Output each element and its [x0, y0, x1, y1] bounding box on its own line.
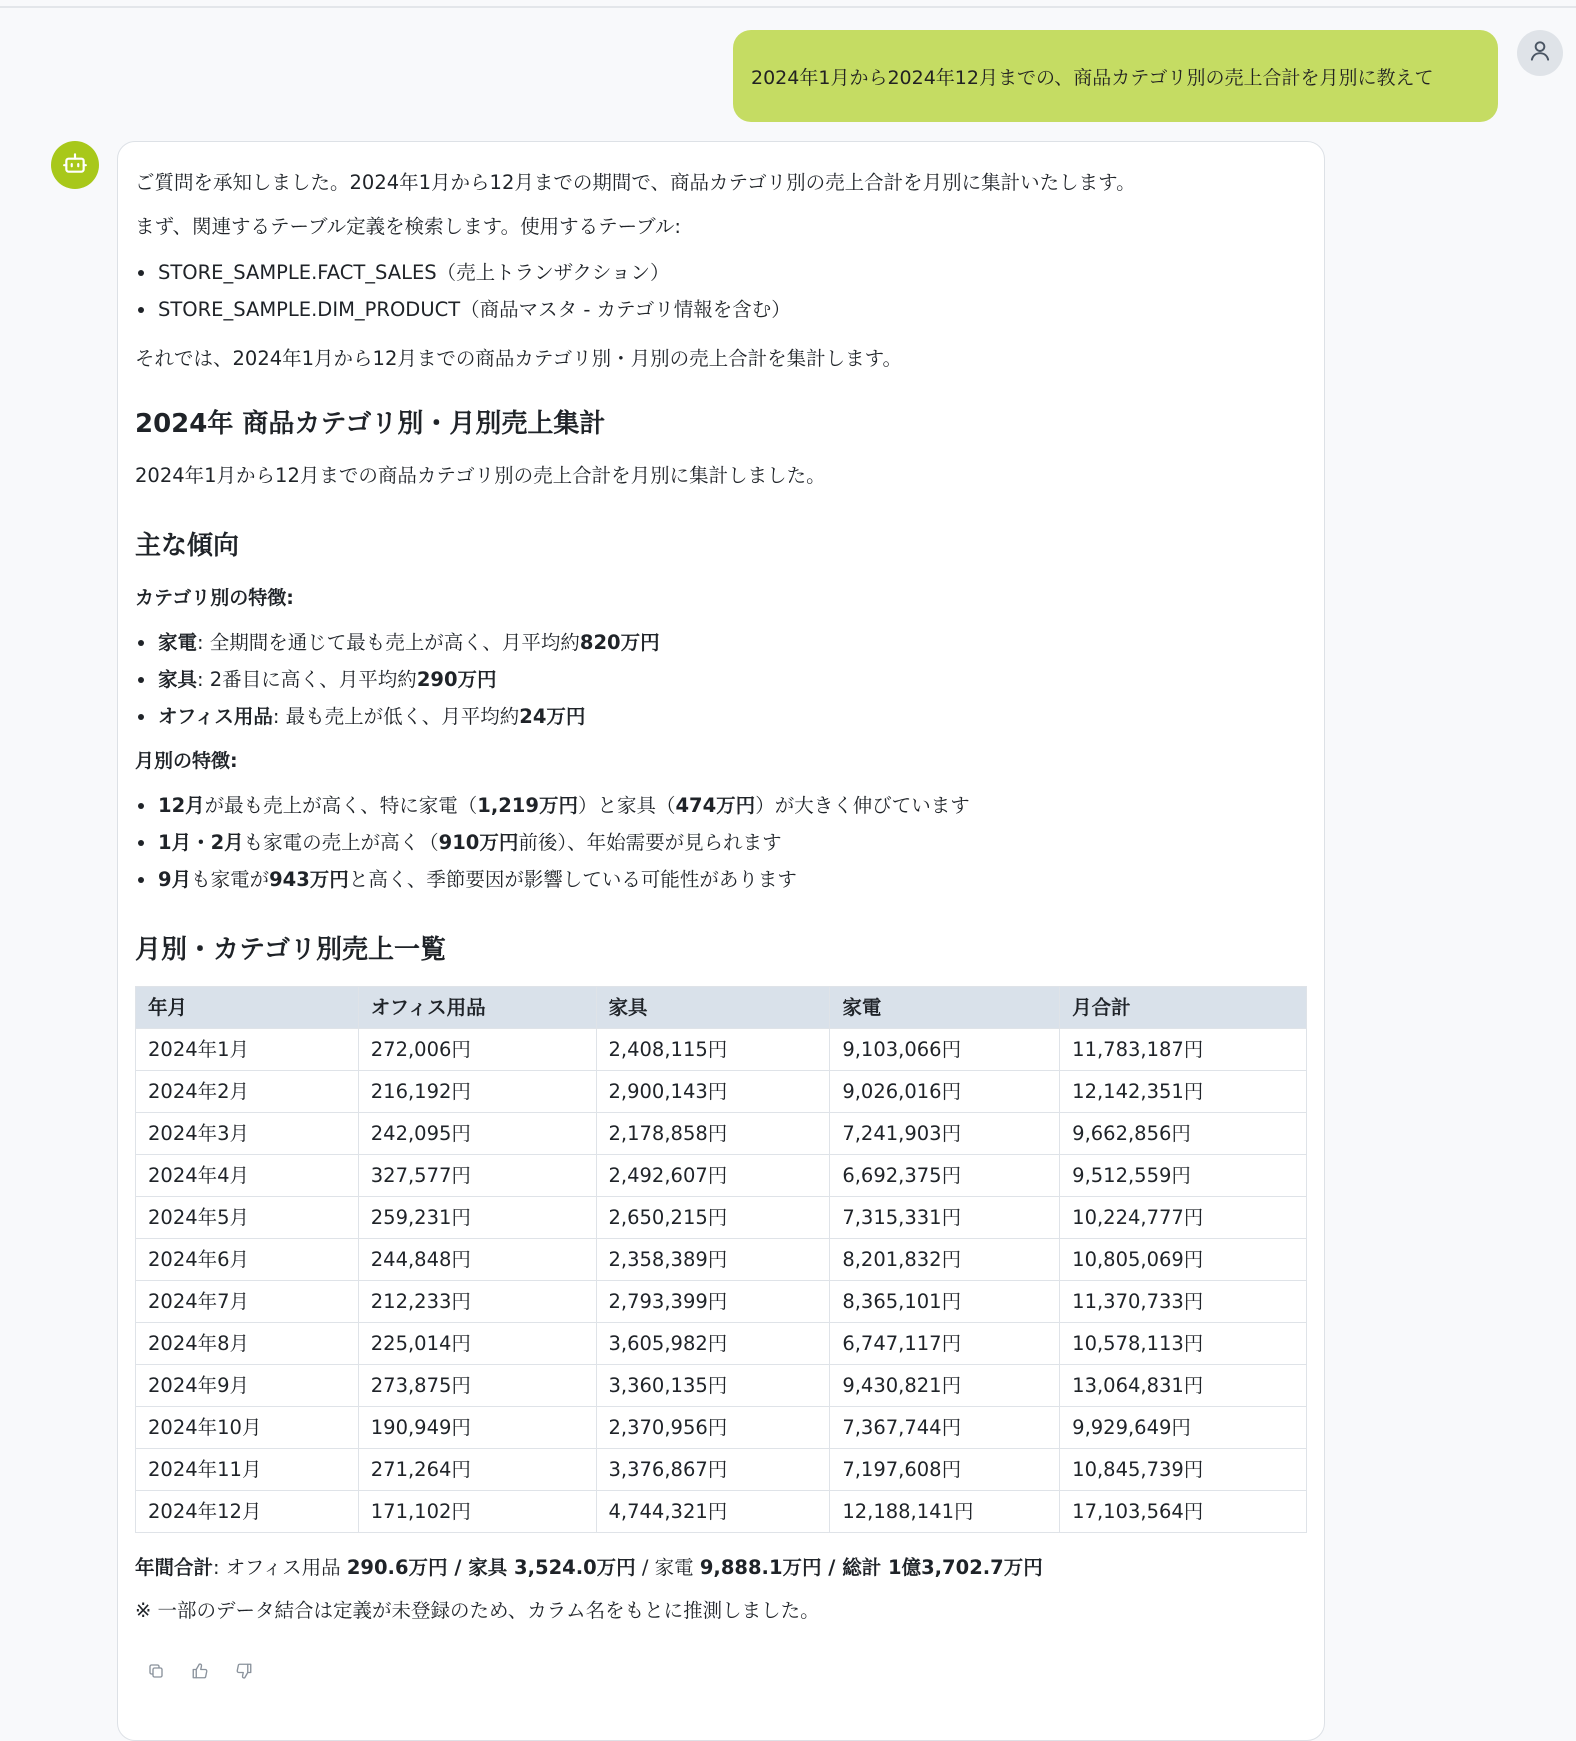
sales-table: [135, 986, 1307, 1533]
lead-text: それでは、2024年1月から12月までの商品カテゴリ別・月別の売上合計を集計します。: [135, 347, 903, 370]
search-note: まず、関連するテーブル定義を検索します。使用するテーブル:: [135, 215, 681, 238]
robot-icon: [62, 150, 88, 180]
table-cell: 2,492,607円: [596, 1155, 830, 1197]
table-row: [136, 1407, 1307, 1449]
user-message-text: 2024年1月から2024年12月までの、商品カテゴリ別の売上合計を月別に教えて: [751, 66, 1434, 89]
table-cell: 2024年5月: [136, 1197, 359, 1239]
user-avatar: [1517, 30, 1563, 76]
intro-text: ご質問を承知しました。2024年1月から12月までの期間で、商品カテゴリ別の売上合計を月別に集計いたします。: [135, 171, 1136, 194]
table-cell: 327,577円: [358, 1155, 596, 1197]
table-cell: 271,264円: [358, 1449, 596, 1491]
table-cell: 8,201,832円: [830, 1239, 1060, 1281]
table-cell: 9,929,649円: [1060, 1407, 1307, 1449]
annual-total: 年間合計: オフィス用品 290.6万円 / 家具 3,524.0万円 / 家電 9,888.1万円 / 総計 1億3,702.7万円: [135, 1556, 1043, 1579]
table-cell: 11,783,187円: [1060, 1029, 1307, 1071]
top-divider: [0, 0, 1576, 8]
table-cell: 2024年9月: [136, 1365, 359, 1407]
bot-avatar: [51, 141, 99, 189]
monthly-trend-list: [135, 793, 970, 904]
table-cell: 244,848円: [358, 1239, 596, 1281]
table-cell: 171,102円: [358, 1491, 596, 1533]
table-cell: 11,370,733円: [1060, 1281, 1307, 1323]
column-header: 家電: [830, 987, 1060, 1029]
table-row: [136, 1155, 1307, 1197]
table-cell: 4,744,321円: [596, 1491, 830, 1533]
table-cell: 9,430,821円: [830, 1365, 1060, 1407]
table-cell: 2024年11月: [136, 1449, 359, 1491]
list-item: 9月も家電が943万円と高く、季節要因が影響している可能性があります: [135, 867, 970, 904]
user-message-bubble: [733, 30, 1498, 122]
table-cell: 13,064,831円: [1060, 1365, 1307, 1407]
table-cell: 9,103,066円: [830, 1029, 1060, 1071]
table-cell: 8,365,101円: [830, 1281, 1060, 1323]
category-trend-list: [135, 630, 660, 741]
table-cell: 2,178,858円: [596, 1113, 830, 1155]
table-cell: 12,142,351円: [1060, 1071, 1307, 1113]
table-row: [136, 1239, 1307, 1281]
table-row: [136, 1071, 1307, 1113]
table-cell: 3,360,135円: [596, 1365, 830, 1407]
table-cell: 12,188,141円: [830, 1491, 1060, 1533]
table-heading: 月別・カテゴリ別売上一覧: [135, 935, 446, 965]
table-cell: 3,605,982円: [596, 1323, 830, 1365]
list-item: STORE_SAMPLE.DIM_PRODUCT（商品マスタ - カテゴリ情報を含む）: [135, 297, 791, 334]
table-cell: 2,900,143円: [596, 1071, 830, 1113]
list-item: オフィス用品: 最も売上が低く、月平均約24万円: [135, 704, 660, 741]
table-cell: 17,103,564円: [1060, 1491, 1307, 1533]
table-cell: 10,845,739円: [1060, 1449, 1307, 1491]
table-cell: 190,949円: [358, 1407, 596, 1449]
table-cell: 7,241,903円: [830, 1113, 1060, 1155]
table-cell: 2024年1月: [136, 1029, 359, 1071]
table-cell: 2024年6月: [136, 1239, 359, 1281]
trends-heading: 主な傾向: [135, 531, 240, 561]
monthly-subheading: 月別の特徴:: [135, 750, 238, 772]
table-cell: 10,578,113円: [1060, 1323, 1307, 1365]
table-row: [136, 1113, 1307, 1155]
table-cell: 242,095円: [358, 1113, 596, 1155]
list-item: 1月・2月も家電の売上が高く（910万円前後）、年始需要が見られます: [135, 830, 970, 867]
table-cell: 2024年10月: [136, 1407, 359, 1449]
table-row: [136, 1281, 1307, 1323]
table-cell: 2024年2月: [136, 1071, 359, 1113]
table-cell: 2024年3月: [136, 1113, 359, 1155]
table-cell: 2,793,399円: [596, 1281, 830, 1323]
list-item: 家電: 全期間を通じて最も売上が高く、月平均約820万円: [135, 630, 660, 667]
table-cell: 2024年12月: [136, 1491, 359, 1533]
table-cell: 10,805,069円: [1060, 1239, 1307, 1281]
table-cell: 3,376,867円: [596, 1449, 830, 1491]
table-cell: 212,233円: [358, 1281, 596, 1323]
table-cell: 2,408,115円: [596, 1029, 830, 1071]
table-row: [136, 1449, 1307, 1491]
thumbs-up-icon[interactable]: [189, 1660, 211, 1682]
table-cell: 2,358,389円: [596, 1239, 830, 1281]
table-cell: 272,006円: [358, 1029, 596, 1071]
list-item: STORE_SAMPLE.FACT_SALES（売上トランザクション）: [135, 260, 791, 297]
table-cell: 7,367,744円: [830, 1407, 1060, 1449]
list-item: 家具: 2番目に高く、月平均約290万円: [135, 667, 660, 704]
user-icon: [1527, 38, 1553, 68]
table-cell: 2024年4月: [136, 1155, 359, 1197]
table-row: [136, 1197, 1307, 1239]
summary-heading: 2024年 商品カテゴリ別・月別売上集計: [135, 409, 606, 439]
column-header: オフィス用品: [358, 987, 596, 1029]
table-cell: 9,026,016円: [830, 1071, 1060, 1113]
table-cell: 225,014円: [358, 1323, 596, 1365]
table-cell: 273,875円: [358, 1365, 596, 1407]
table-list: [135, 260, 791, 334]
table-cell: 6,692,375円: [830, 1155, 1060, 1197]
table-cell: 9,662,856円: [1060, 1113, 1307, 1155]
message-actions: [145, 1660, 255, 1682]
summary-text: 2024年1月から12月までの商品カテゴリ別の売上合計を月別に集計しました。: [135, 464, 826, 487]
table-header-row: [136, 987, 1307, 1029]
thumbs-down-icon[interactable]: [233, 1660, 255, 1682]
table-cell: 7,197,608円: [830, 1449, 1060, 1491]
table-row: [136, 1365, 1307, 1407]
table-cell: 7,315,331円: [830, 1197, 1060, 1239]
table-cell: 2024年8月: [136, 1323, 359, 1365]
table-row: [136, 1491, 1307, 1533]
table-row: [136, 1323, 1307, 1365]
list-item: 12月が最も売上が高く、特に家電（1,219万円）と家具（474万円）が大きく伸びています: [135, 793, 970, 830]
table-cell: 6,747,117円: [830, 1323, 1060, 1365]
table-cell: 2,650,215円: [596, 1197, 830, 1239]
column-header: 家具: [596, 987, 830, 1029]
footnote: ※ 一部のデータ結合は定義が未登録のため、カラム名をもとに推測しました。: [135, 1599, 820, 1622]
column-header: 月合計: [1060, 987, 1307, 1029]
table-cell: 216,192円: [358, 1071, 596, 1113]
copy-icon[interactable]: [145, 1660, 167, 1682]
table-cell: 259,231円: [358, 1197, 596, 1239]
table-row: [136, 1029, 1307, 1071]
table-cell: 2,370,956円: [596, 1407, 830, 1449]
category-subheading: カテゴリ別の特徴:: [135, 587, 294, 609]
table-cell: 2024年7月: [136, 1281, 359, 1323]
column-header: 年月: [136, 987, 359, 1029]
table-cell: 10,224,777円: [1060, 1197, 1307, 1239]
table-cell: 9,512,559円: [1060, 1155, 1307, 1197]
